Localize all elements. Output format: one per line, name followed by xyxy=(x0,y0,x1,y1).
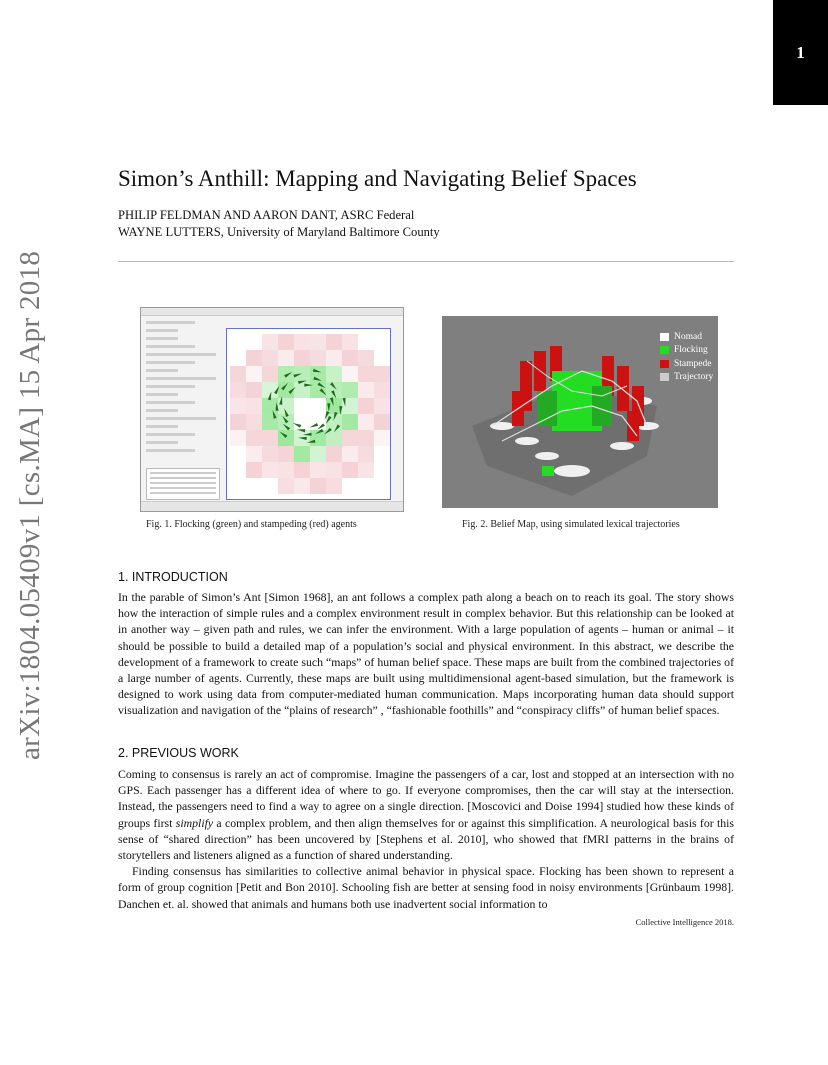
author-block xyxy=(118,207,440,241)
legend-label: Stampede xyxy=(674,358,712,369)
paragraph-text: Coming to consensus is rarely an act of compromise. Imagine the passengers of a car, lost and stopped at an intersection with no GPS. Each passenger has a different idea of where to go. If everyone compromises, then the car will stay at the intersection. Instead, the passengers need to find a way to agree on a single direction. [Moscovici and Doise 1994] studied how these kinds of groups first xyxy=(118,767,734,830)
legend-item xyxy=(660,330,713,344)
section-heading-introduction: 1. INTRODUCTION xyxy=(118,570,228,584)
footer-venue: Collective Intelligence 2018. xyxy=(635,917,734,927)
figure-2-caption: Fig. 2. Belief Map, using simulated lexical trajectories xyxy=(462,519,680,530)
legend-label: Nomad xyxy=(674,331,702,342)
legend-swatch-stampede xyxy=(660,360,669,368)
fig1-agent-grid xyxy=(226,328,391,500)
figure-1-caption: Fig. 1. Flocking (green) and stampeding (red) agents xyxy=(146,519,357,530)
introduction-text xyxy=(118,589,734,719)
legend-swatch-nomad xyxy=(660,333,669,341)
author-affiliation-2: University of Maryland Baltimore County xyxy=(227,225,440,239)
legend-swatch-flocking xyxy=(660,346,669,354)
figure-1-image xyxy=(140,307,404,512)
previous-work-paragraph-1 xyxy=(118,766,734,863)
fig1-status-bar xyxy=(141,501,403,511)
fig1-log-area xyxy=(146,468,220,500)
page-number: 1 xyxy=(773,0,828,105)
fig1-grid-svg xyxy=(227,329,390,499)
legend-label: Flocking xyxy=(674,345,708,356)
legend-item xyxy=(660,357,713,371)
author-line-2 xyxy=(118,224,440,241)
paper-title: Simon’s Anthill: Mapping and Navigating Belief Spaces xyxy=(118,166,637,191)
legend-item xyxy=(660,371,713,385)
legend-label: Trajectory xyxy=(674,372,714,383)
section-heading-previous-work: 2. PREVIOUS WORK xyxy=(118,746,239,760)
author-line-1 xyxy=(118,207,440,224)
fig2-legend xyxy=(660,330,713,384)
previous-work-text xyxy=(118,766,734,912)
author-names-1: PHILIP FELDMAN AND AARON DANT, xyxy=(118,208,339,222)
fig1-window-titlebar xyxy=(141,308,403,316)
previous-work-paragraph-2: Finding consensus has similarities to collective animal behavior in physical space. Flocking has been shown to represent a form of group cognition [Petit and Bon 2010]. Schooling fish are better at sensing food in noisy environments [Grünbaum 1998]. Danchen et. al. showed that animals and humans both use inadvertent social information to xyxy=(118,864,734,911)
author-affiliation-1: ASRC Federal xyxy=(340,208,415,222)
legend-swatch-trajectory xyxy=(660,373,669,381)
arxiv-stamp: arXiv:1804.05409v1 [cs.MA] 15 Apr 2018 xyxy=(14,250,46,760)
introduction-paragraph: In the parable of Simon’s Ant [Simon 1968], an ant follows a complex path along a beach on to reach its goal. The story shows how the interaction of simple rules and a complex environment result in complex behavior. But this relationship can be looked at in another way – given path and rules, we can infer the environment. With a large population of agents – human or animal – it should be possible to build a detailed map of a population’s social and physical environment. In this abstract, we describe the development of a framework to create such “maps” of human belief space. These maps are built from the combined trajectories of a large number of agents. Currently, these maps are built using multidimensional agent-based simulation, but the framework is designed to work using data from computer-mediated human communication. Maps incorporating human data should support visualization and navigation of the “plains of research” , “fashionable foothills” and “conspiracy cliffs” of human belief spaces. xyxy=(118,590,734,718)
figure-2-image xyxy=(442,316,718,508)
emphasis-text: simplify xyxy=(175,815,214,830)
paragraph-text: a complex problem, and then align themselves for or against this simplification. A neurological basis for this sense of “shared direction” has been uncovered by [Stephens et al. 2010], who showed that fMRI patterns in the brains of storytellers and listeners aligned as a function of shared understanding. xyxy=(118,815,734,863)
author-names-2: WAYNE LUTTERS, xyxy=(118,225,224,239)
header-divider xyxy=(118,261,734,262)
legend-item xyxy=(660,344,713,358)
